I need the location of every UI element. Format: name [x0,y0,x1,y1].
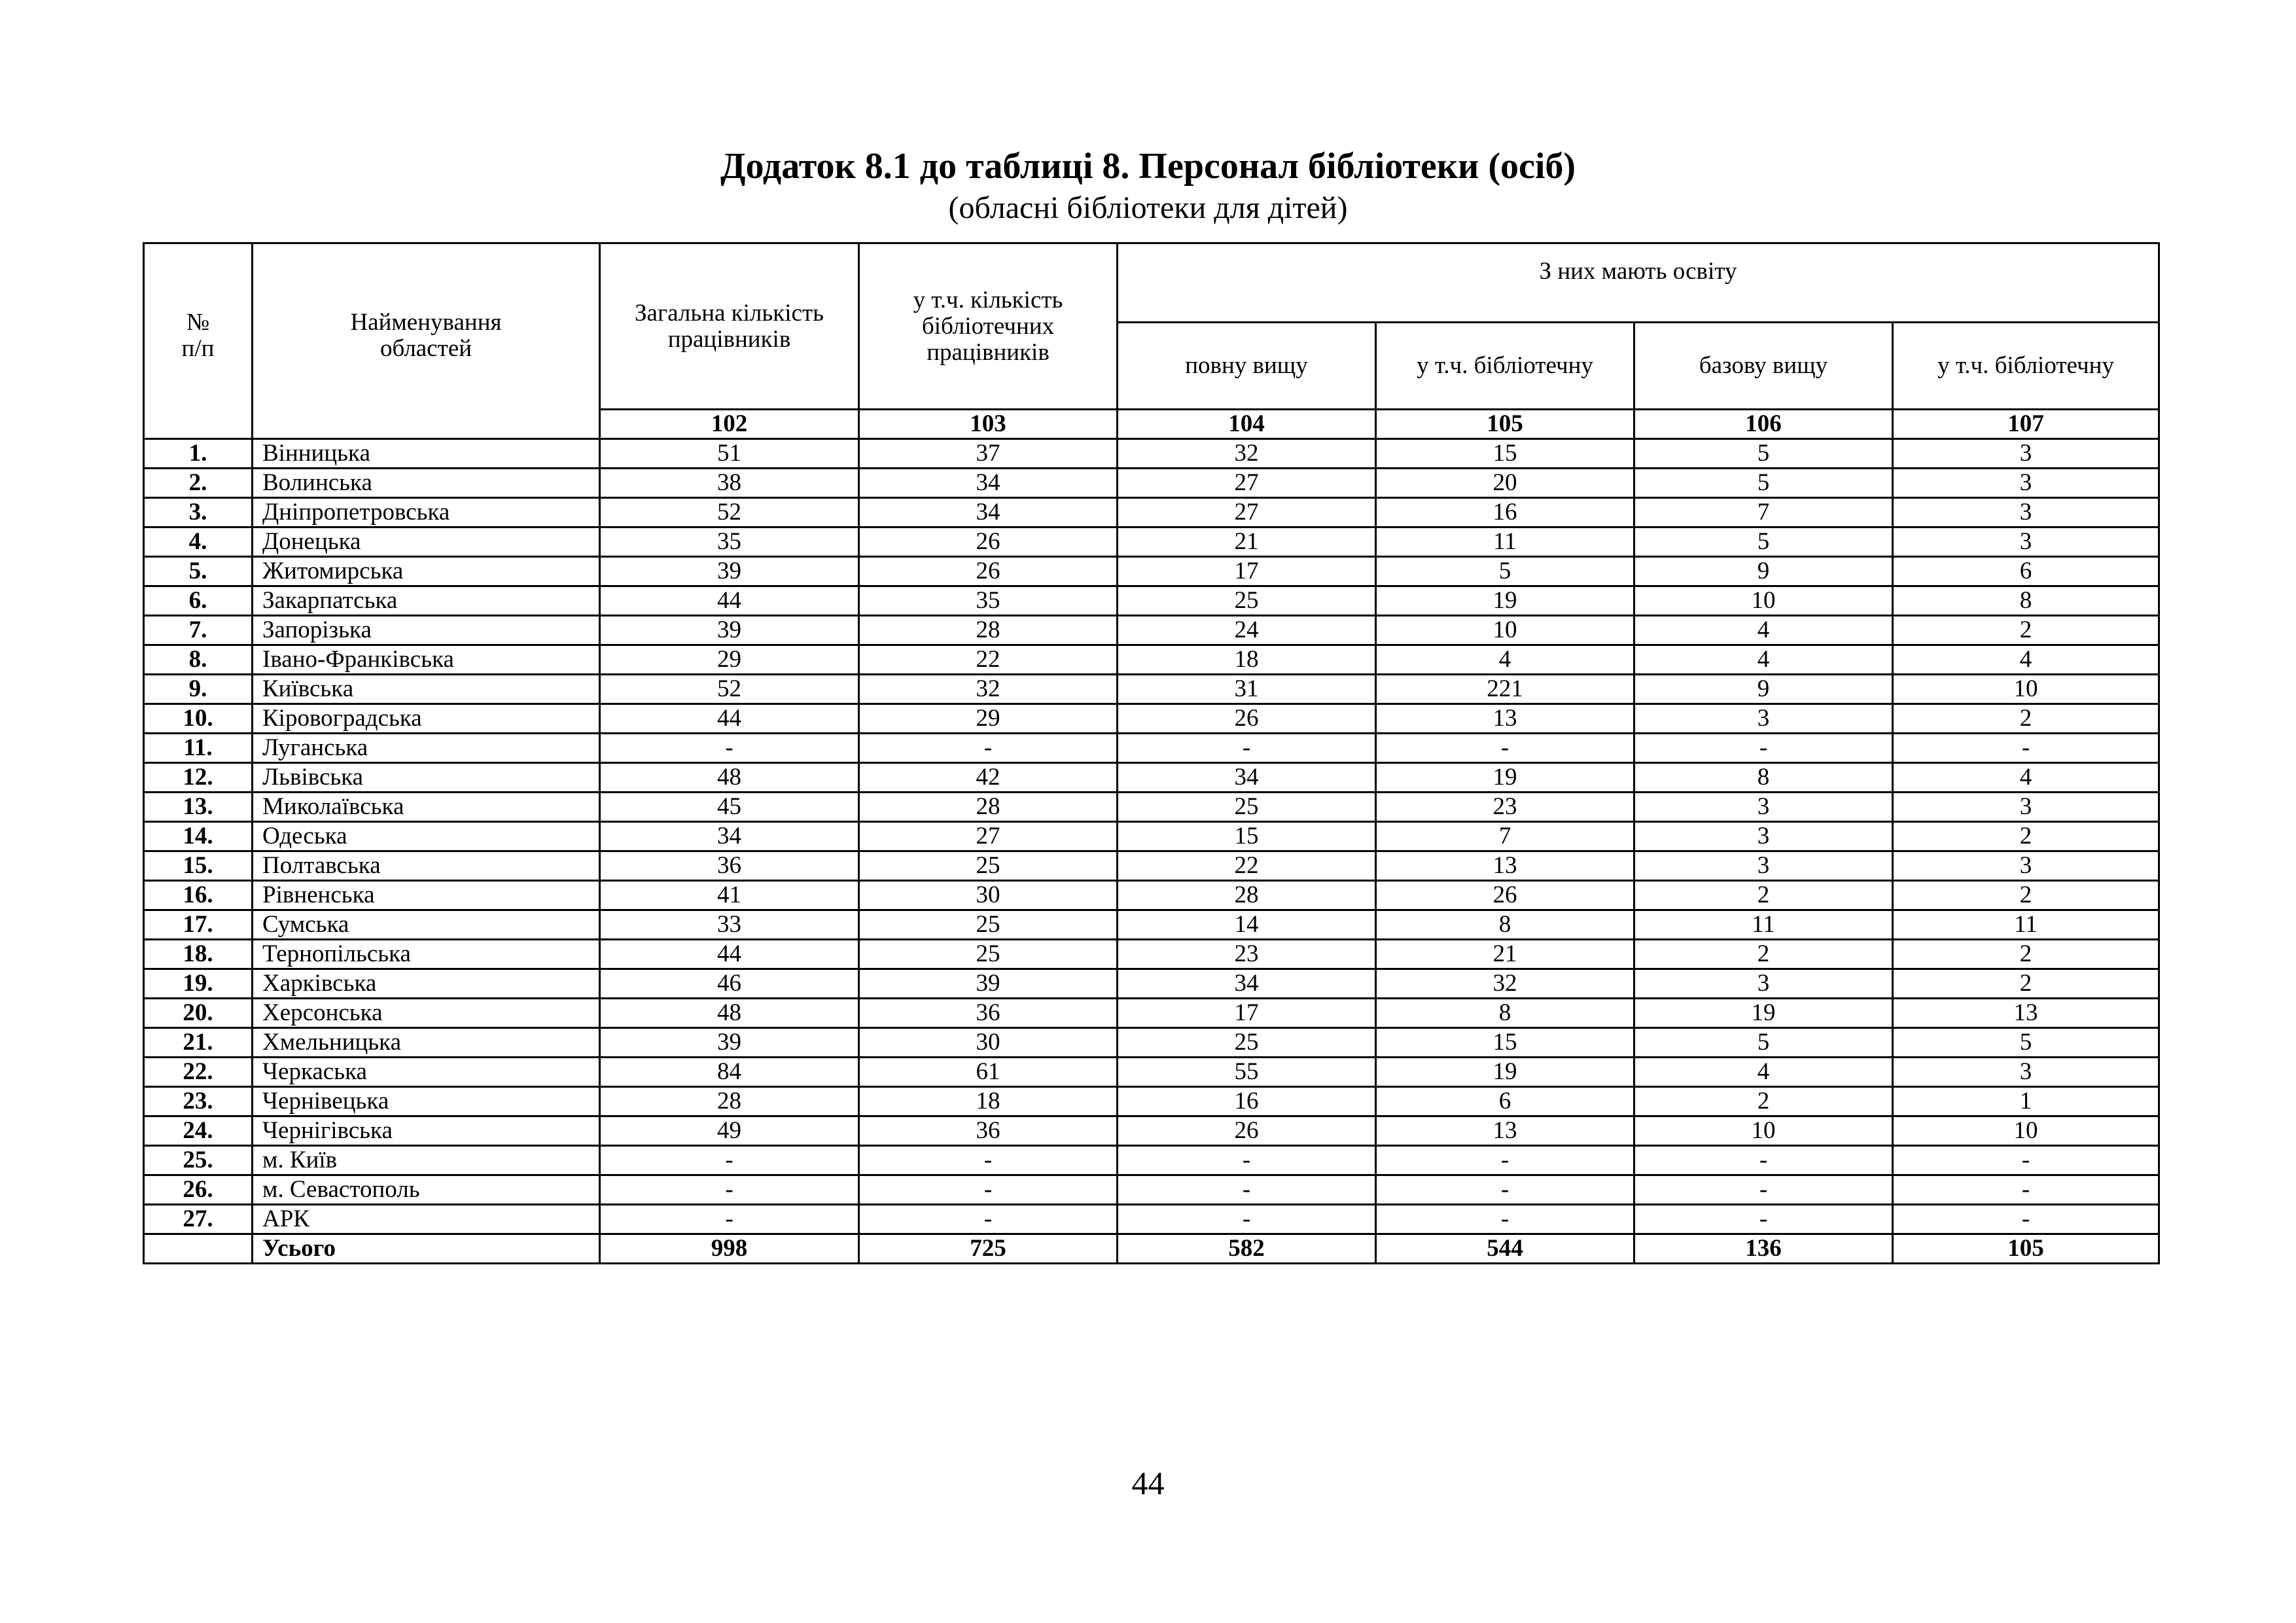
table-row [144,469,2159,498]
table-row [144,910,2159,940]
cell-value: 84 [600,1058,859,1087]
region-name: Волинська [253,469,600,498]
table-row [144,851,2159,881]
region-name: Рівненська [253,881,600,910]
cell-value: 45 [600,793,859,822]
column-code: 104 [1118,410,1376,439]
cell-value: 8 [1893,586,2159,616]
cell-value: 17 [1118,999,1376,1028]
table-row [144,1146,2159,1175]
cell-value: 3 [1634,851,1893,881]
cell-value: 23 [1118,940,1376,969]
cell-value: 36 [859,1116,1118,1146]
cell-value: 44 [600,940,859,969]
cell-value: - [1376,1205,1634,1234]
row-number: 17. [144,910,253,940]
cell-value: 9 [1634,557,1893,586]
row-number: 13. [144,793,253,822]
header-basic-higher: базову вищу [1634,323,1893,410]
cell-value: 2 [1634,1087,1893,1116]
cell-value: 4 [1634,616,1893,645]
cell-value: 10 [1634,586,1893,616]
cell-value: 5 [1634,1028,1893,1058]
region-name: Донецька [253,527,600,557]
cell-value: 3 [1634,822,1893,851]
table-row [144,969,2159,999]
cell-value: 7 [1376,822,1634,851]
row-number: 9. [144,675,253,704]
cell-value: 14 [1118,910,1376,940]
region-name: Київська [253,675,600,704]
cell-value: 2 [1893,969,2159,999]
row-number: 23. [144,1087,253,1116]
cell-value: - [1118,734,1376,763]
cell-value: 13 [1893,999,2159,1028]
table-row [144,675,2159,704]
cell-value: - [1893,734,2159,763]
cell-value: 3 [1634,969,1893,999]
region-name: Чернівецька [253,1087,600,1116]
table-row [144,1058,2159,1087]
cell-value: 35 [859,586,1118,616]
cell-value: 13 [1376,851,1634,881]
cell-value: 5 [1634,469,1893,498]
cell-value: 26 [859,527,1118,557]
header-library-staff [859,243,1118,410]
header-number [144,243,253,439]
cell-value: 32 [1118,439,1376,469]
row-number: 16. [144,881,253,910]
header-region [253,243,600,439]
cell-value: 11 [1634,910,1893,940]
row-number: 25. [144,1146,253,1175]
cell-value: 8 [1376,910,1634,940]
cell-value: 10 [1376,616,1634,645]
cell-value: 24 [1118,616,1376,645]
header-lib-line3: працівників [927,338,1050,366]
cell-value: 25 [1118,793,1376,822]
cell-value: 36 [600,851,859,881]
cell-value: 30 [859,1028,1118,1058]
cell-value: 52 [600,675,859,704]
total-label: Усього [253,1234,600,1264]
cell-value: 3 [1893,1058,2159,1087]
cell-value: 8 [1376,999,1634,1028]
cell-value: 2 [1634,940,1893,969]
cell-value: 26 [1118,1116,1376,1146]
cell-value: 3 [1893,439,2159,469]
table-row [144,498,2159,527]
header-number-line1: № [186,309,210,336]
row-number: 3. [144,498,253,527]
row-number: 26. [144,1175,253,1205]
cell-value: - [1376,1175,1634,1205]
cell-value: 37 [859,439,1118,469]
cell-value: 2 [1893,940,2159,969]
header-total-line2: працівників [667,325,791,353]
table-row [144,645,2159,675]
header-lib-line2: бібліотечних [921,312,1055,340]
header-lib-line1: у т.ч. кількість [913,286,1063,313]
cell-value: 2 [1893,616,2159,645]
region-name: Херсонська [253,999,600,1028]
page-subtitle: (обласні бібліотеки для дітей) [948,190,1348,225]
staff-table [143,242,2160,1264]
region-name: Чернігівська [253,1116,600,1146]
cell-value: 38 [600,469,859,498]
row-number: 8. [144,645,253,675]
cell-value: 10 [1634,1116,1893,1146]
cell-value: 15 [1118,822,1376,851]
cell-value: - [1118,1205,1376,1234]
cell-value: 4 [1634,645,1893,675]
cell-value: - [600,1175,859,1205]
cell-value: 5 [1376,557,1634,586]
region-name: Черкаська [253,1058,600,1087]
cell-value: 3 [1893,527,2159,557]
cell-value: - [600,1205,859,1234]
cell-value: 6 [1376,1087,1634,1116]
cell-value: 27 [859,822,1118,851]
row-number: 11. [144,734,253,763]
cell-value: 21 [1376,940,1634,969]
cell-value: - [859,1205,1118,1234]
cell-value: - [1893,1146,2159,1175]
column-code: 107 [1893,410,2159,439]
row-number: 5. [144,557,253,586]
cell-value: 25 [1118,586,1376,616]
cell-value: 26 [1118,704,1376,734]
cell-value: - [859,1175,1118,1205]
table-row [144,616,2159,645]
cell-value: - [1634,1205,1893,1234]
region-name: Вінницька [253,439,600,469]
row-number: 4. [144,527,253,557]
cell-value: 4 [1376,645,1634,675]
cell-value: 28 [600,1087,859,1116]
region-name: Дніпропетровська [253,498,600,527]
table-row [144,439,2159,469]
cell-value: 25 [859,851,1118,881]
header-incl-library-1: у т.ч. бібліотечну [1376,323,1634,410]
table-row [144,527,2159,557]
cell-value: 25 [1118,1028,1376,1058]
cell-value: 221 [1376,675,1634,704]
total-value: 136 [1634,1234,1893,1264]
total-value: 544 [1376,1234,1634,1264]
header-number-line2: п/п [181,335,215,362]
cell-value: 4 [1893,645,2159,675]
table-row [144,1116,2159,1146]
cell-value: 44 [600,704,859,734]
cell-value: 10 [1893,675,2159,704]
page-title: Додаток 8.1 до таблиці 8. Персонал бібліотеки (осіб) [720,146,1576,187]
page-number: 44 [1131,1465,1165,1501]
cell-value: 31 [1118,675,1376,704]
column-code: 105 [1376,410,1634,439]
cell-value: 9 [1634,675,1893,704]
column-code: 106 [1634,410,1893,439]
cell-value: 2 [1893,881,2159,910]
cell-value: 39 [600,616,859,645]
cell-value: 46 [600,969,859,999]
cell-value: 18 [859,1087,1118,1116]
cell-value: 4 [1634,1058,1893,1087]
total-value: 582 [1118,1234,1376,1264]
cell-value: 1 [1893,1087,2159,1116]
row-number: 19. [144,969,253,999]
region-name: Івано-Франківська [253,645,600,675]
cell-value: 6 [1893,557,2159,586]
header-incl-library-2: у т.ч. бібліотечну [1893,323,2159,410]
cell-value: 2 [1893,704,2159,734]
region-name: м. Київ [253,1146,600,1175]
region-name: Луганська [253,734,600,763]
cell-value: 34 [1118,969,1376,999]
cell-value: 44 [600,586,859,616]
cell-value: 13 [1376,704,1634,734]
cell-value: 3 [1893,851,2159,881]
cell-value: 27 [1118,498,1376,527]
region-name: м. Севастополь [253,1175,600,1205]
cell-value: 34 [1118,763,1376,793]
cell-value: 49 [600,1116,859,1146]
row-number: 18. [144,940,253,969]
cell-value: 61 [859,1058,1118,1087]
cell-value: 15 [1376,1028,1634,1058]
column-code: 103 [859,410,1118,439]
cell-value: 34 [859,469,1118,498]
cell-value: - [1893,1205,2159,1234]
cell-value: - [1118,1146,1376,1175]
header-region-line2: областей [380,335,472,362]
cell-value: - [1376,734,1634,763]
cell-value: 3 [1634,793,1893,822]
cell-value: 3 [1893,469,2159,498]
cell-value: 32 [1376,969,1634,999]
cell-value: 17 [1118,557,1376,586]
total-value: 725 [859,1234,1118,1264]
row-number: 27. [144,1205,253,1234]
cell-value: 25 [859,910,1118,940]
cell-value: 22 [859,645,1118,675]
cell-value: 30 [859,881,1118,910]
cell-value: - [1634,1175,1893,1205]
column-code: 102 [600,410,859,439]
region-name: Полтавська [253,851,600,881]
region-name: Хмельницька [253,1028,600,1058]
table-row [144,999,2159,1028]
cell-value: 33 [600,910,859,940]
total-number-empty [144,1234,253,1264]
cell-value: 20 [1376,469,1634,498]
region-name: Миколаївська [253,793,600,822]
region-name: Кіровоградська [253,704,600,734]
cell-value: 3 [1893,793,2159,822]
region-name: Харківська [253,969,600,999]
cell-value: 2 [1634,881,1893,910]
cell-value: 22 [1118,851,1376,881]
cell-value: 5 [1634,439,1893,469]
cell-value: 7 [1634,498,1893,527]
header-total-staff [600,243,859,410]
table-row [144,734,2159,763]
cell-value: 3 [1634,704,1893,734]
table-row [144,586,2159,616]
row-number: 14. [144,822,253,851]
cell-value: 19 [1634,999,1893,1028]
cell-value: - [1118,1175,1376,1205]
cell-value: 28 [1118,881,1376,910]
cell-value: 5 [1634,527,1893,557]
cell-value: 21 [1118,527,1376,557]
cell-value: 26 [1376,881,1634,910]
row-number: 1. [144,439,253,469]
cell-value: 18 [1118,645,1376,675]
row-number: 21. [144,1028,253,1058]
cell-value: 8 [1634,763,1893,793]
cell-value: 26 [859,557,1118,586]
cell-value: 27 [1118,469,1376,498]
cell-value: 51 [600,439,859,469]
region-name: Закарпатська [253,586,600,616]
table-row [144,557,2159,586]
cell-value: 16 [1118,1087,1376,1116]
table-row [144,1087,2159,1116]
cell-value: 39 [600,1028,859,1058]
region-name: Тернопільська [253,940,600,969]
row-number: 12. [144,763,253,793]
cell-value: 42 [859,763,1118,793]
cell-value: 39 [600,557,859,586]
region-name: Запорізька [253,616,600,645]
cell-value: 28 [859,616,1118,645]
cell-value: 28 [859,793,1118,822]
cell-value: 13 [1376,1116,1634,1146]
table-row [144,822,2159,851]
row-number: 6. [144,586,253,616]
cell-value: 29 [859,704,1118,734]
cell-value: 36 [859,999,1118,1028]
cell-value: 15 [1376,439,1634,469]
row-number: 2. [144,469,253,498]
cell-value: - [1634,734,1893,763]
region-name: Одеська [253,822,600,851]
cell-value: 11 [1893,910,2159,940]
header-education-group: З них мають освіту [1118,243,2159,323]
cell-value: - [1376,1146,1634,1175]
cell-value: - [859,734,1118,763]
cell-value: 5 [1893,1028,2159,1058]
cell-value: - [600,734,859,763]
row-number: 22. [144,1058,253,1087]
header-total-line1: Загальна кількість [634,299,824,327]
cell-value: 29 [600,645,859,675]
table-row [144,881,2159,910]
header-region-line1: Найменування [350,309,502,336]
cell-value: 23 [1376,793,1634,822]
cell-value: 19 [1376,1058,1634,1087]
cell-value: 48 [600,763,859,793]
cell-value: 10 [1893,1116,2159,1146]
region-name: Житомирська [253,557,600,586]
cell-value: 11 [1376,527,1634,557]
table-row [144,704,2159,734]
cell-value: 35 [600,527,859,557]
cell-value: - [600,1146,859,1175]
cell-value: 52 [600,498,859,527]
cell-value: 19 [1376,763,1634,793]
cell-value: 4 [1893,763,2159,793]
row-number: 20. [144,999,253,1028]
table-row [144,940,2159,969]
cell-value: 41 [600,881,859,910]
cell-value: 2 [1893,822,2159,851]
region-name: АРК [253,1205,600,1234]
total-value: 998 [600,1234,859,1264]
row-number: 24. [144,1116,253,1146]
cell-value: 48 [600,999,859,1028]
cell-value: 34 [859,498,1118,527]
cell-value: 25 [859,940,1118,969]
table-row [144,793,2159,822]
header-full-higher: повну вищу [1118,323,1376,410]
cell-value: 16 [1376,498,1634,527]
cell-value: - [859,1146,1118,1175]
region-name: Сумська [253,910,600,940]
cell-value: 55 [1118,1058,1376,1087]
table-row [144,1028,2159,1058]
cell-value: - [1893,1175,2159,1205]
cell-value: 19 [1376,586,1634,616]
cell-value: 39 [859,969,1118,999]
row-number: 10. [144,704,253,734]
cell-value: 34 [600,822,859,851]
table-row [144,1205,2159,1234]
table-row [144,763,2159,793]
row-number: 7. [144,616,253,645]
table-row [144,1175,2159,1205]
cell-value: - [1634,1146,1893,1175]
row-number: 15. [144,851,253,881]
cell-value: 3 [1893,498,2159,527]
total-value: 105 [1893,1234,2159,1264]
region-name: Львівська [253,763,600,793]
total-row [144,1234,2159,1264]
cell-value: 32 [859,675,1118,704]
